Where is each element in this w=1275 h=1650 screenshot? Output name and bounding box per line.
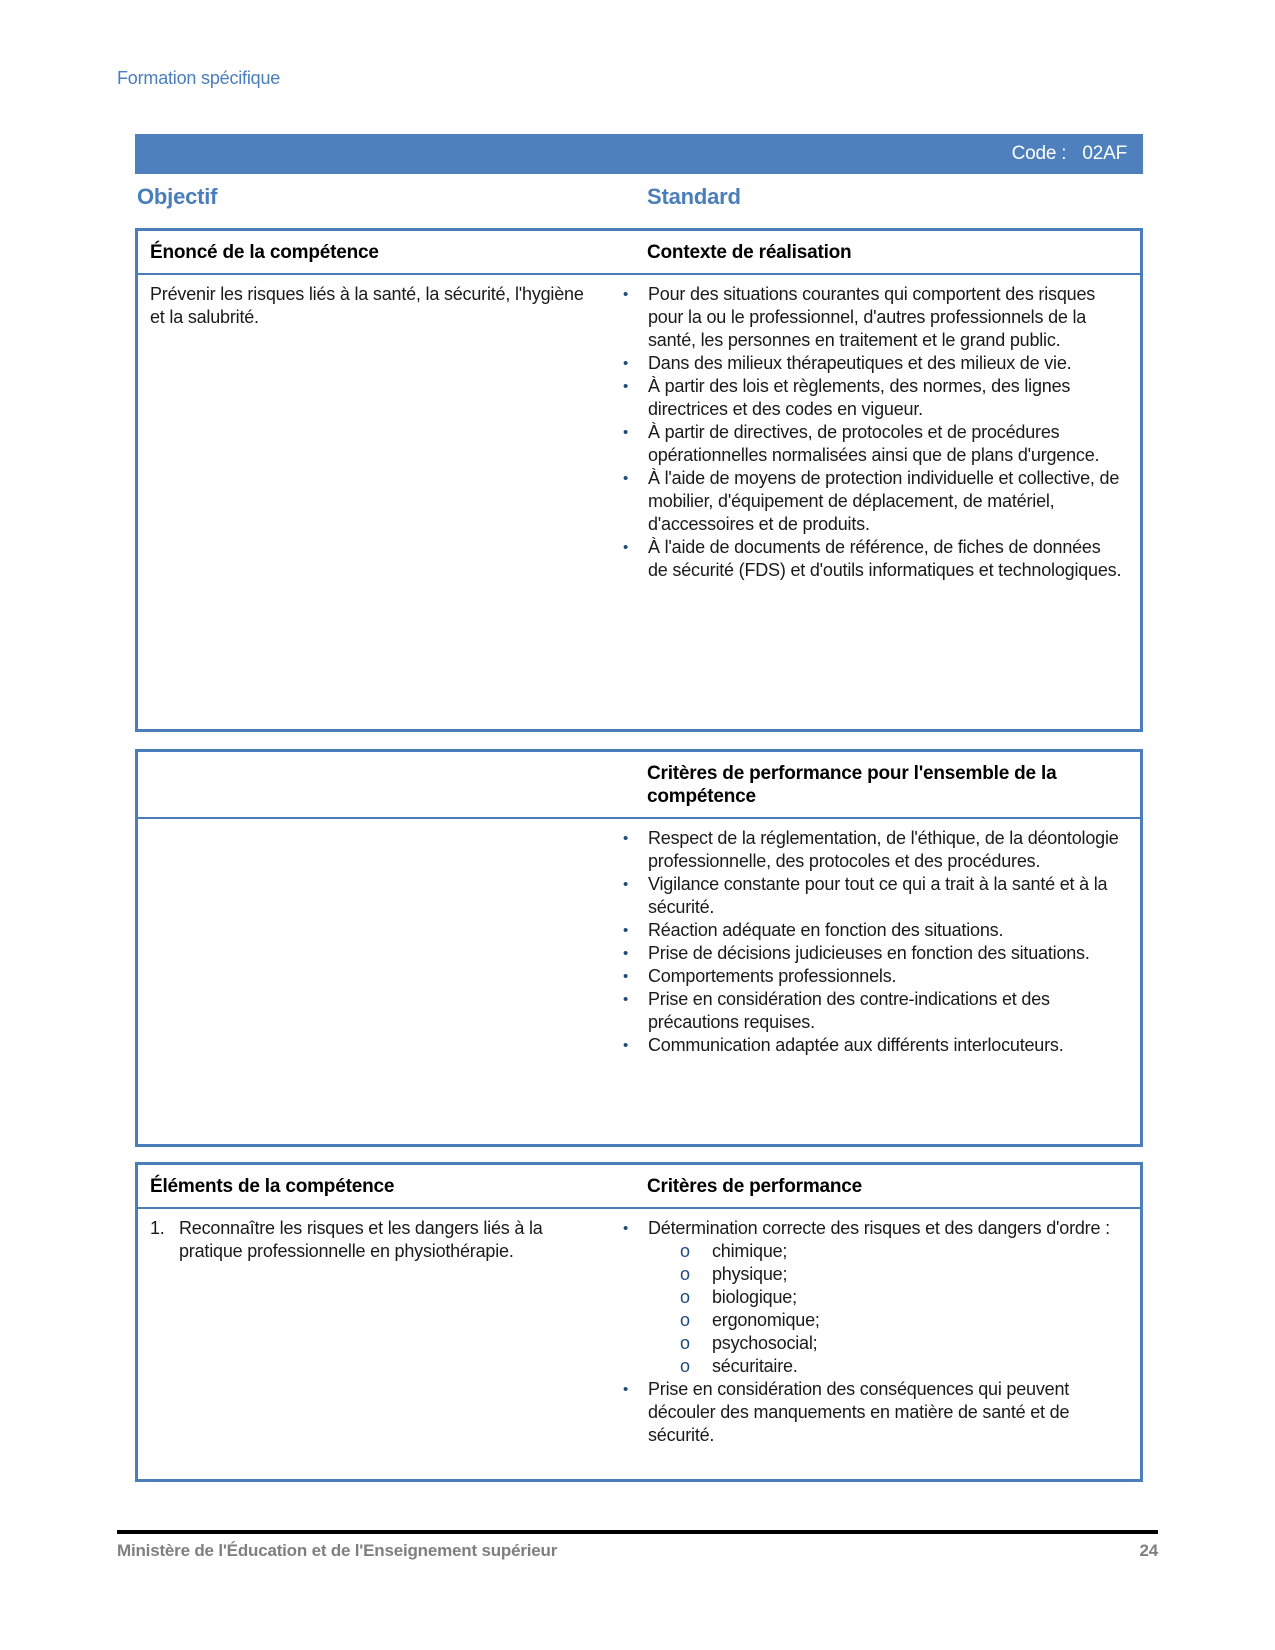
sub-bullet-icon: o: [680, 1356, 690, 1376]
page-footer: [117, 1541, 1158, 1561]
sub-bullet-icon: o: [680, 1264, 690, 1284]
bullet-icon: •: [623, 945, 629, 962]
sub-bullet-icon: o: [680, 1287, 690, 1307]
list-item: • À l'aide de moyens de protection individuelle et collective, de mobilier, d'équipement de déplacement, de matériel, d'accessoires et de produits.: [608, 467, 1130, 536]
list-item: • À l'aide de documents de référence, de fiches de données de sécurité (FDS) et d'outils informatiques et technologiques.: [608, 536, 1130, 582]
table-body-row: [138, 275, 1140, 592]
table-elements-criteres: [135, 1162, 1143, 1482]
header-criteres-ensemble: Critères de performance pour l'ensemble de la compétence: [647, 763, 1057, 807]
elements-cell: [138, 1209, 608, 1457]
competence-statement: Prévenir les risques liés à la santé, la sécurité, l'hygiène et la salubrité.: [150, 284, 584, 327]
standard-heading: Standard: [647, 184, 741, 209]
list-item: • Dans des milieux thérapeutiques et des milieux de vie.: [608, 352, 1130, 375]
objectif-heading: Objectif: [137, 184, 218, 209]
sub-list-item: o chimique;: [680, 1241, 788, 1261]
list-item: • Détermination correcte des risques et des dangers d'ordre :: [608, 1217, 1130, 1240]
list-item: • Comportements professionnels.: [608, 965, 1130, 988]
code-bar: [135, 134, 1143, 174]
sub-bullet-icon: o: [680, 1310, 690, 1330]
bullet-icon: •: [623, 830, 629, 847]
table-body-row: [138, 1209, 1140, 1457]
bullet-icon: •: [623, 286, 629, 303]
numbered-item: [150, 1217, 584, 1263]
empty-cell: [138, 819, 608, 1067]
bullet-icon: •: [623, 1220, 629, 1237]
competence-statement-cell: [138, 275, 608, 592]
header-enonce: Énoncé de la compétence: [150, 242, 379, 263]
code-value: 02AF: [1082, 143, 1127, 164]
footer-ministry: Ministère de l'Éducation et de l'Enseignement supérieur: [117, 1541, 558, 1560]
list-item: • À partir de directives, de protocoles et de procédures opérationnelles normalisées ainsi que de plans d'urgence.: [608, 421, 1130, 467]
criteres-bullet-list: [608, 1209, 1140, 1457]
sub-bullet-icon: o: [680, 1241, 690, 1261]
list-item: • Prise de décisions judicieuses en fonction des situations.: [608, 942, 1130, 965]
footer-page-number: 24: [1139, 1541, 1158, 1560]
table-header-row: [138, 231, 1140, 275]
table-header-row: [138, 1165, 1140, 1209]
footer-divider: [117, 1530, 1158, 1534]
header-criteres: Critères de performance: [647, 1176, 863, 1197]
criteres-bullet-list: [608, 819, 1140, 1067]
section-label: Formation spécifique: [117, 68, 281, 88]
bullet-icon: •: [623, 378, 629, 395]
list-item: • Pour des situations courantes qui comportent des risques pour la ou le professionnel, d'autres professionnels de la santé, les personnes en traitement et le grand public.: [608, 283, 1130, 352]
sub-list-item: o biologique;: [680, 1287, 797, 1307]
table-enonce-contexte: [135, 228, 1143, 732]
header-empty: [138, 752, 608, 817]
bullet-icon: •: [623, 355, 629, 372]
list-item: • Réaction adéquate en fonction des situations.: [608, 919, 1130, 942]
bullet-icon: •: [623, 1381, 629, 1398]
sub-bullet-icon: o: [680, 1333, 690, 1353]
sub-list-item: o ergonomique;: [680, 1310, 820, 1330]
bullet-icon: •: [623, 470, 629, 487]
sub-list-item: o sécuritaire.: [680, 1356, 798, 1376]
list-item: • Prise en considération des contre-indications et des précautions requises.: [608, 988, 1130, 1034]
item-number: 1.: [150, 1218, 165, 1238]
sub-list-item: o psychosocial;: [680, 1333, 818, 1353]
code-label: Code :: [1011, 143, 1067, 164]
list-item: • Prise en considération des conséquences qui peuvent découler des manquements en matière de santé et de sécurité.: [608, 1378, 1130, 1447]
table-body-row: [138, 819, 1140, 1067]
bullet-icon: •: [623, 1037, 629, 1054]
bullet-icon: •: [623, 876, 629, 893]
bullet-icon: •: [623, 968, 629, 985]
bullet-icon: •: [623, 424, 629, 441]
list-item: • Vigilance constante pour tout ce qui a trait à la santé et à la sécurité.: [608, 873, 1130, 919]
header-elements: Éléments de la compétence: [150, 1176, 395, 1197]
item-text: Reconnaître les risques et les dangers liés à la pratique professionnelle en physiothérapie.: [179, 1218, 543, 1261]
column-headings: [135, 184, 1143, 210]
bullet-icon: •: [623, 991, 629, 1008]
bullet-icon: •: [623, 922, 629, 939]
list-item: • À partir des lois et règlements, des normes, des lignes directrices et des codes en vigueur.: [608, 375, 1130, 421]
table-criteres-ensemble: [135, 749, 1143, 1147]
list-item: • Respect de la réglementation, de l'éthique, de la déontologie professionnelle, des protocoles et des procédures.: [608, 827, 1130, 873]
table-header-row: [138, 752, 1140, 819]
contexte-bullet-list: [608, 275, 1140, 592]
header-contexte: Contexte de réalisation: [647, 242, 852, 263]
list-item: • Communication adaptée aux différents interlocuteurs.: [608, 1034, 1130, 1057]
sub-list-item: o physique;: [680, 1264, 788, 1284]
bullet-icon: •: [623, 539, 629, 556]
